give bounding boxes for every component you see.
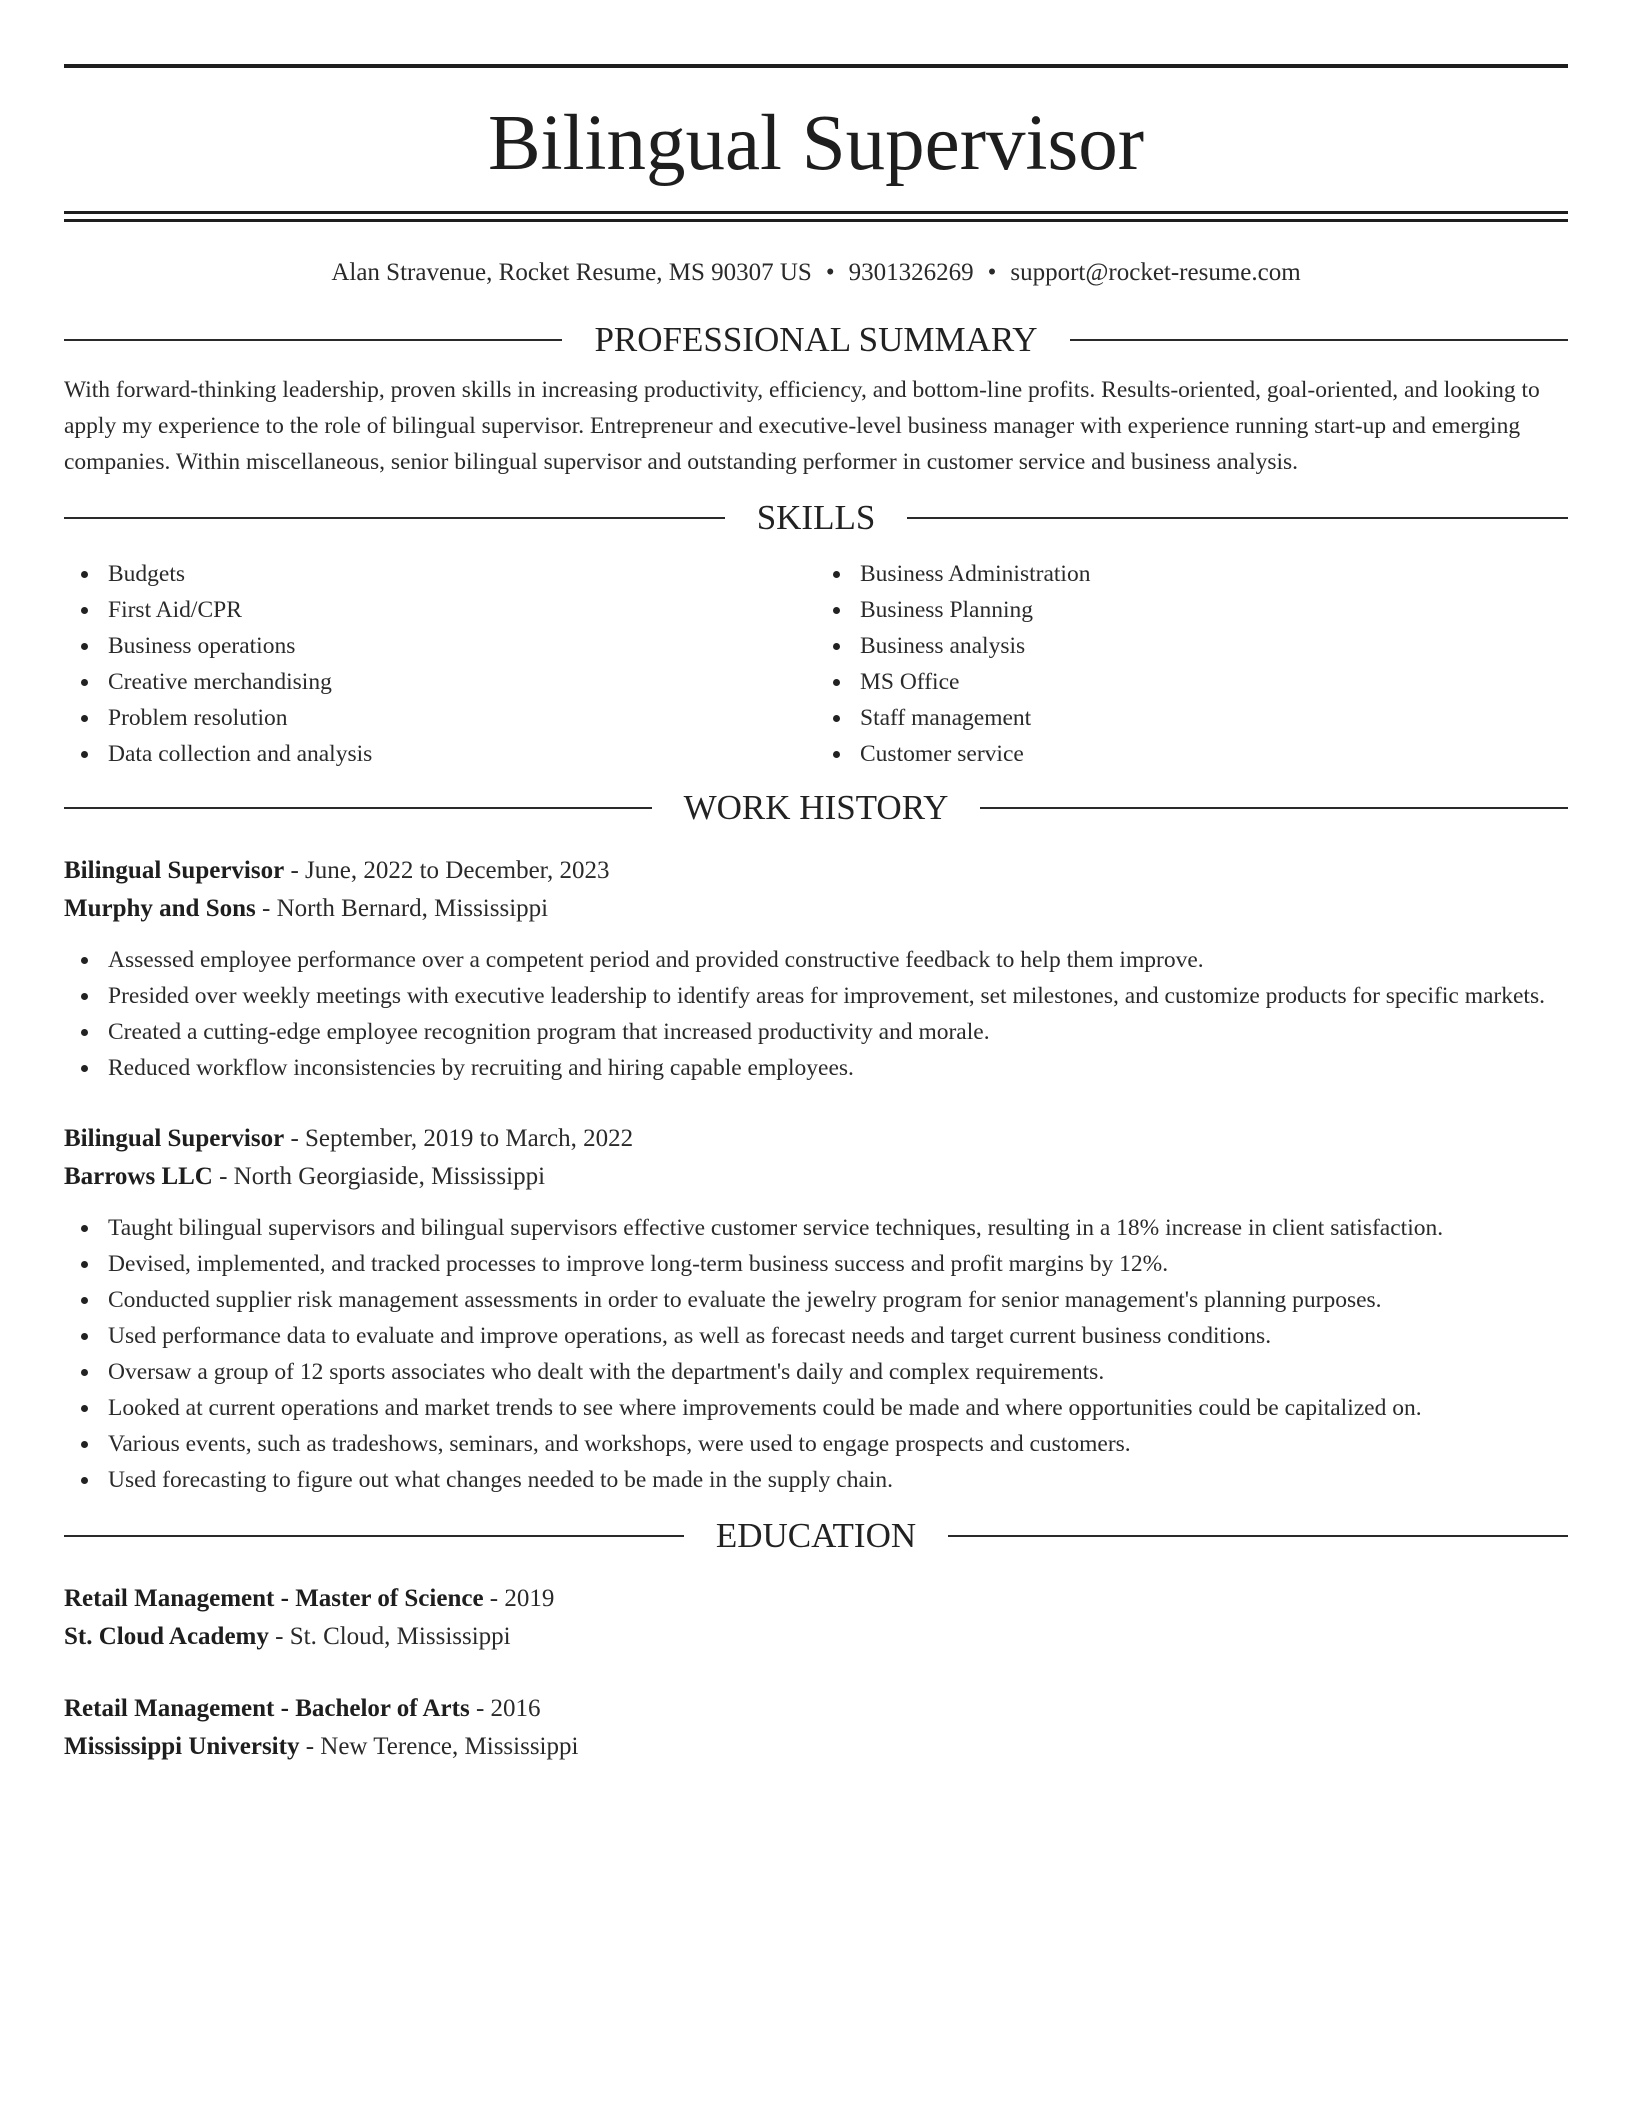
- job-bullet: Various events, such as tradeshows, seminars, and workshops, were used to engage prospects and customers.: [108, 1426, 1568, 1462]
- job-company-line: [64, 1158, 1568, 1196]
- skills-heading: [64, 498, 1568, 538]
- skill-item: Business analysis: [860, 628, 1568, 664]
- skills-column-left: [64, 556, 816, 772]
- heading-rule: [64, 517, 725, 519]
- job-entry: [64, 852, 1568, 1086]
- job-title: Bilingual Supervisor: [64, 1125, 285, 1152]
- summary-heading-title: PROFESSIONAL SUMMARY: [594, 320, 1038, 359]
- contact-separator: •: [825, 259, 835, 286]
- job-bullet: Looked at current operations and market trends to see where improvements could be made and where opportunities could be capitalized on.: [108, 1390, 1568, 1426]
- contact-email: support@rocket-resume.com: [1010, 259, 1301, 286]
- job-dates: - September, 2019 to March, 2022: [284, 1125, 634, 1152]
- heading-rule: [64, 1535, 684, 1537]
- education-year: - 2019: [483, 1585, 555, 1612]
- summary-text: With forward-thinking leadership, proven skills in increasing productivity, efficiency, and bottom-line profits. Results-oriented, goal-oriented, and looking to apply my experience to the role of bilingual supervisor. Entrepreneur and executive-level business manager with experience running start-up and emerging companies. Within miscellaneous, senior bilingual supervisor and outstanding performer in customer service and business analysis.: [64, 377, 1540, 475]
- skill-item: MS Office: [860, 664, 1568, 700]
- heading-rule: [980, 807, 1568, 809]
- skill-item: Problem resolution: [108, 700, 816, 736]
- education-school-line: [64, 1728, 1568, 1766]
- contact-phone: 9301326269: [848, 259, 974, 286]
- skill-item: Budgets: [108, 556, 816, 592]
- skill-item: Business Administration: [860, 556, 1568, 592]
- skill-item: Customer service: [860, 736, 1568, 772]
- work-heading: [64, 788, 1568, 828]
- heading-rule: [64, 807, 652, 809]
- education-heading-title: EDUCATION: [715, 1516, 917, 1555]
- contact-address: Alan Stravenue, Rocket Resume, MS 90307 US: [331, 259, 812, 286]
- top-rule: [64, 64, 1568, 68]
- job-bullet: Assessed employee performance over a competent period and provided constructive feedback to help them improve.: [108, 942, 1568, 978]
- skill-item: Data collection and analysis: [108, 736, 816, 772]
- skill-item: Creative merchandising: [108, 664, 816, 700]
- education-year: - 2016: [469, 1695, 541, 1722]
- job-bullet: Reduced workflow inconsistencies by recruiting and hiring capable employees.: [108, 1050, 1568, 1086]
- job-bullet: Used forecasting to figure out what changes needed to be made in the supply chain.: [108, 1462, 1568, 1498]
- education-school: Mississippi University: [64, 1733, 300, 1760]
- job-title: Bilingual Supervisor: [64, 857, 285, 884]
- education-entry: [64, 1580, 1568, 1656]
- heading-rule: [1070, 339, 1568, 341]
- resume-name: Bilingual Supervisor: [487, 100, 1145, 187]
- education-location: - New Terence, Mississippi: [299, 1733, 579, 1760]
- job-title-line: [64, 852, 1568, 890]
- job-company: Barrows LLC: [64, 1163, 213, 1190]
- job-entry: [64, 1120, 1568, 1498]
- job-bullet: Devised, implemented, and tracked processes to improve long-term business success and profit margins by 12%.: [108, 1246, 1568, 1282]
- heading-rule: [64, 339, 562, 341]
- work-heading-title: WORK HISTORY: [683, 788, 949, 827]
- job-location: - North Bernard, Mississippi: [255, 895, 549, 922]
- contact-line: [64, 258, 1568, 288]
- skills-heading-title: SKILLS: [756, 498, 876, 537]
- job-bullet: Conducted supplier risk management assessments in order to evaluate the jewelry program for senior management's planning purposes.: [108, 1282, 1568, 1318]
- education-degree: Retail Management - Bachelor of Arts: [64, 1695, 470, 1722]
- job-bullet: Used performance data to evaluate and improve operations, as well as forecast needs and target current business conditions.: [108, 1318, 1568, 1354]
- job-bullet: Created a cutting-edge employee recognition program that increased productivity and morale.: [108, 1014, 1568, 1050]
- job-bullets: [64, 942, 1568, 1086]
- education-school-line: [64, 1618, 1568, 1656]
- education-degree-line: [64, 1690, 1568, 1728]
- job-bullet: Oversaw a group of 12 sports associates who dealt with the department's daily and complex requirements.: [108, 1354, 1568, 1390]
- double-rule: [64, 211, 1568, 222]
- skill-item: Staff management: [860, 700, 1568, 736]
- education-degree: Retail Management - Master of Science: [64, 1585, 484, 1612]
- job-bullet: Presided over weekly meetings with executive leadership to identify areas for improvement, set milestones, and customize products for specific markets.: [108, 978, 1568, 1014]
- job-location: - North Georgiaside, Mississippi: [212, 1163, 546, 1190]
- education-heading: [64, 1516, 1568, 1556]
- education-entry: [64, 1690, 1568, 1766]
- education-degree-line: [64, 1580, 1568, 1618]
- job-title-line: [64, 1120, 1568, 1158]
- skill-item: Business operations: [108, 628, 816, 664]
- skills-column-right: [816, 556, 1568, 772]
- contact-separator: •: [987, 259, 997, 286]
- education-location: - St. Cloud, Mississippi: [268, 1623, 511, 1650]
- heading-rule: [948, 1535, 1568, 1537]
- job-company: Murphy and Sons: [64, 895, 256, 922]
- job-bullets: [64, 1210, 1568, 1498]
- heading-rule: [907, 517, 1568, 519]
- skill-item: First Aid/CPR: [108, 592, 816, 628]
- job-bullet: Taught bilingual supervisors and bilingual supervisors effective customer service techniques, resulting in a 18% increase in client satisfaction.: [108, 1210, 1568, 1246]
- job-dates: - June, 2022 to December, 2023: [284, 857, 610, 884]
- skills-list: [64, 556, 1568, 772]
- summary-heading: [64, 320, 1568, 360]
- skill-item: Business Planning: [860, 592, 1568, 628]
- education-school: St. Cloud Academy: [64, 1623, 269, 1650]
- job-company-line: [64, 890, 1568, 928]
